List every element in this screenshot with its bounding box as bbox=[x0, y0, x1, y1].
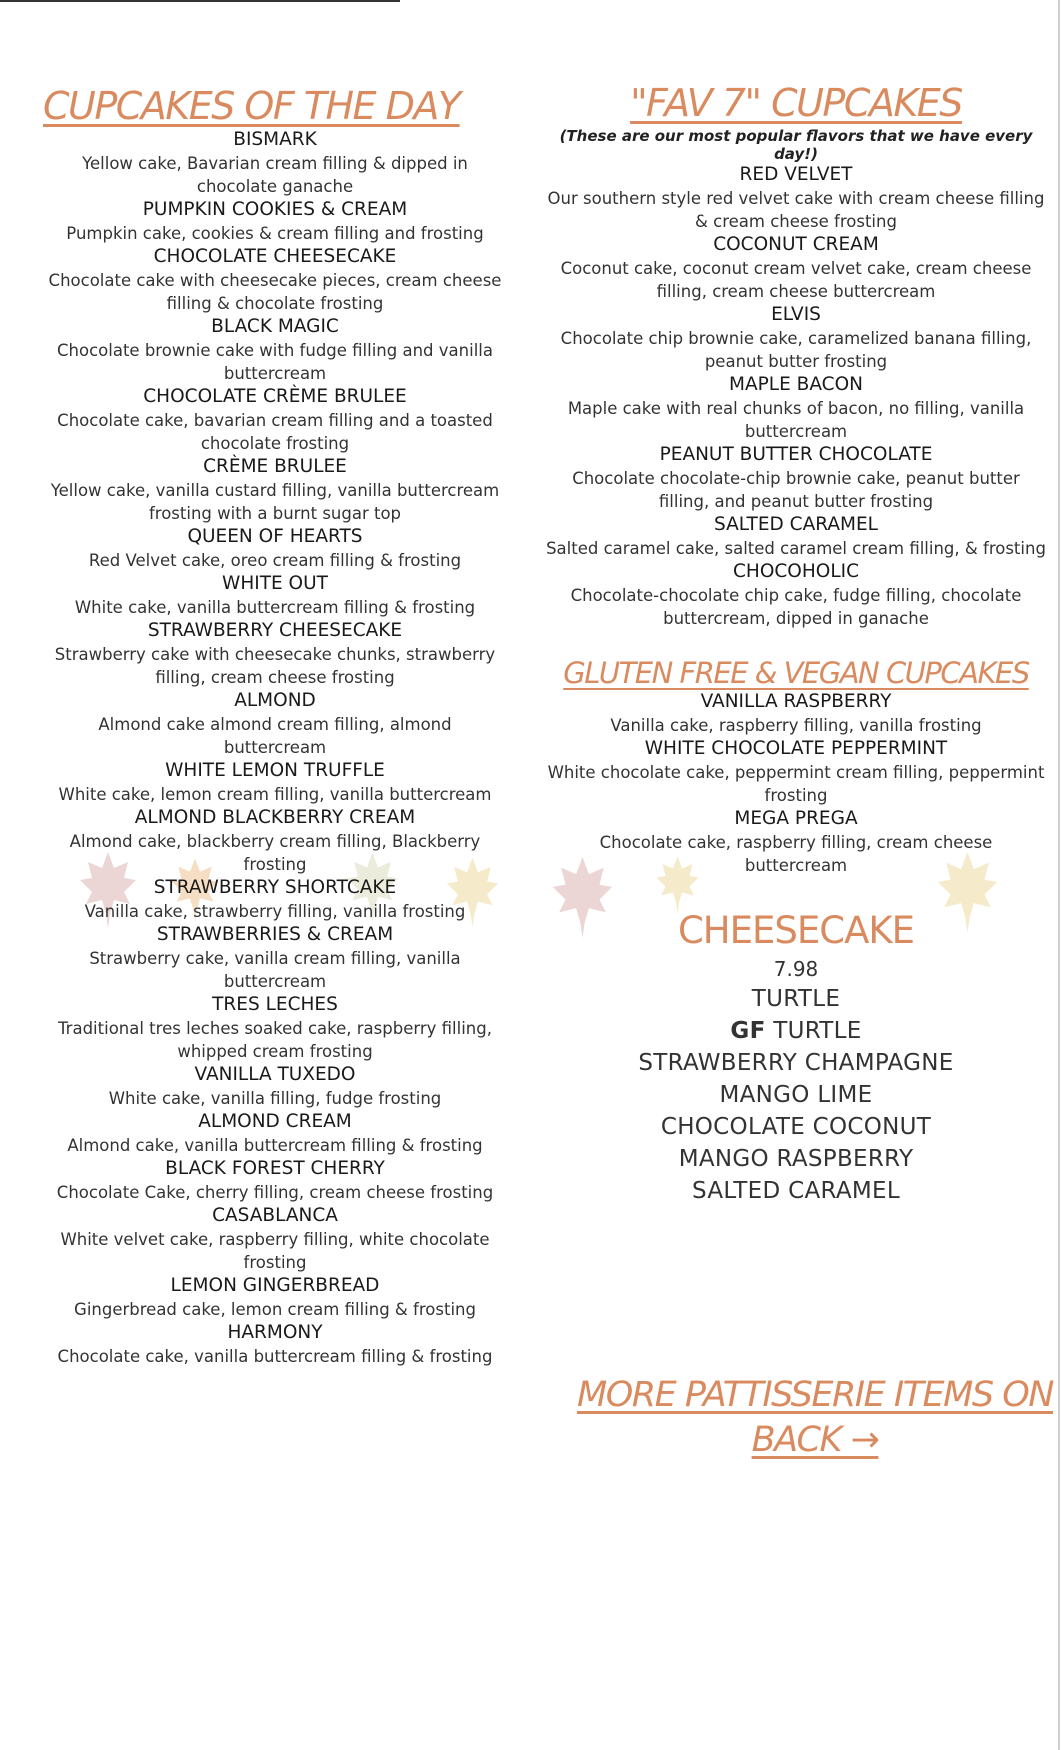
item-description: Chocolate chip brownie cake, caramelized banana filling, peanut butter frosting bbox=[560, 328, 1032, 371]
menu-item bbox=[45, 245, 505, 315]
item-description: Yellow cake, Bavarian cream filling & dipped in chocolate ganache bbox=[82, 153, 468, 196]
section-title: "FAV 7" CUPCAKES bbox=[630, 81, 962, 125]
item-name: MEGA PREGA bbox=[734, 807, 858, 829]
fav-7-section bbox=[546, 83, 1046, 630]
cheesecake-item-name: TURTLE bbox=[773, 1018, 862, 1045]
menu-item bbox=[45, 525, 505, 572]
item-description: Coconut cake, coconut cream velvet cake, cream cheese filling, cream cheese buttercream bbox=[560, 258, 1032, 301]
item-description: Almond cake, vanilla buttercream filling & frosting bbox=[67, 1135, 483, 1155]
menu-item bbox=[45, 1321, 505, 1368]
right-column bbox=[546, 83, 1046, 1207]
cheesecake-item: MANGO RASPBERRY bbox=[678, 1146, 914, 1173]
item-description: Chocolate Cake, cherry filling, cream cheese frosting bbox=[56, 1182, 494, 1202]
item-description: Chocolate chocolate-chip brownie cake, peanut butter filling, and peanut butter frosting bbox=[572, 468, 1020, 511]
item-description: Vanilla cake, strawberry filling, vanilla frosting bbox=[84, 901, 466, 921]
cheesecake-item: SALTED CARAMEL bbox=[692, 1178, 900, 1205]
item-name: CASABLANCA bbox=[212, 1204, 338, 1226]
item-name: HARMONY bbox=[227, 1321, 323, 1343]
item-description: Chocolate cake, raspberry filling, cream cheese buttercream bbox=[599, 832, 993, 875]
top-rule bbox=[0, 0, 400, 2]
menu-item bbox=[546, 443, 1046, 513]
item-name: ALMOND CREAM bbox=[198, 1110, 352, 1132]
section-title: GLUTEN FREE & VEGAN CUPCAKES bbox=[563, 655, 1029, 690]
item-name: BLACK MAGIC bbox=[211, 315, 339, 337]
section-note: (These are our most popular flavors that we have every day!) bbox=[559, 126, 1033, 163]
item-name: CHOCOLATE CRÈME BRULEE bbox=[143, 385, 407, 407]
item-name: WHITE OUT bbox=[222, 572, 328, 594]
item-description: Salted caramel cake, salted caramel cream filling, & frosting bbox=[546, 538, 1046, 558]
item-name: PEANUT BUTTER CHOCOLATE bbox=[659, 443, 933, 465]
item-name: MAPLE BACON bbox=[729, 373, 863, 395]
item-name: LEMON GINGERBREAD bbox=[170, 1274, 380, 1296]
item-name: BISMARK bbox=[233, 128, 317, 150]
item-description: Strawberry cake with cheesecake chunks, strawberry filling, cream cheese frosting bbox=[54, 644, 496, 687]
menu-item bbox=[546, 560, 1046, 630]
item-description: Chocolate brownie cake with fudge filling and vanilla buttercream bbox=[57, 340, 493, 383]
item-name: WHITE CHOCOLATE PEPPERMINT bbox=[644, 737, 948, 759]
cheesecake-item: TURTLE bbox=[751, 986, 841, 1013]
item-description: Chocolate-chocolate chip cake, fudge filling, chocolate buttercream, dipped in ganache bbox=[570, 585, 1022, 628]
item-name: STRAWBERRY CHEESECAKE bbox=[147, 619, 403, 641]
menu-item bbox=[45, 1157, 505, 1204]
item-name: SALTED CARAMEL bbox=[714, 513, 878, 535]
more-line-1: MORE PATTISSERIE ITEMS ON bbox=[577, 1375, 1053, 1415]
item-description: Vanilla cake, raspberry filling, vanilla frosting bbox=[610, 715, 982, 735]
item-description: Our southern style red velvet cake with cream cheese filling & cream cheese frosting bbox=[547, 188, 1045, 231]
item-description: Chocolate cake, vanilla buttercream filling & frosting bbox=[57, 1346, 493, 1366]
item-description: White cake, vanilla buttercream filling & frosting bbox=[74, 597, 476, 617]
menu-item bbox=[546, 303, 1046, 373]
menu-item bbox=[45, 1110, 505, 1157]
gluten-free-section bbox=[546, 655, 1046, 877]
item-description: Yellow cake, vanilla custard filling, vanilla buttercream frosting with a burnt sugar top bbox=[50, 480, 500, 523]
cheesecake-item: STRAWBERRY CHAMPAGNE bbox=[638, 1050, 954, 1077]
menu-item bbox=[45, 128, 505, 198]
item-description: Almond cake, blackberry cream filling, Blackberry frosting bbox=[69, 831, 481, 874]
menu-item bbox=[45, 1204, 505, 1274]
menu-item bbox=[45, 1274, 505, 1321]
menu-item bbox=[45, 572, 505, 619]
gf-badge: GF bbox=[730, 1018, 766, 1045]
cheesecake-item: CHOCOLATE COCONUT bbox=[660, 1114, 932, 1141]
menu-item bbox=[546, 373, 1046, 443]
menu-item bbox=[45, 385, 505, 455]
item-name: COCONUT CREAM bbox=[713, 233, 879, 255]
item-name: VANILLA RASPBERRY bbox=[700, 690, 892, 712]
item-list bbox=[45, 128, 505, 1368]
item-description: White velvet cake, raspberry filling, white chocolate frosting bbox=[60, 1229, 490, 1272]
item-name: CHOCOLATE CHEESECAKE bbox=[153, 245, 397, 267]
item-description: Pumpkin cake, cookies & cream filling and frosting bbox=[66, 223, 484, 243]
cheesecake-item: MANGO LIME bbox=[719, 1082, 873, 1109]
menu-item bbox=[45, 759, 505, 806]
item-description: Traditional tres leches soaked cake, raspberry filling, whipped cream frosting bbox=[58, 1018, 492, 1061]
menu-item bbox=[45, 198, 505, 245]
more-line-2: BACK → bbox=[751, 1420, 879, 1460]
menu-item bbox=[45, 923, 505, 993]
cheesecake-item bbox=[546, 1015, 1046, 1047]
menu-item bbox=[546, 737, 1046, 807]
item-list bbox=[546, 163, 1046, 630]
item-description: Red Velvet cake, oreo cream filling & frosting bbox=[88, 550, 462, 570]
page-edge bbox=[1058, 0, 1060, 1750]
more-items-link[interactable] bbox=[575, 1373, 1055, 1463]
item-description: Maple cake with real chunks of bacon, no filling, vanilla buttercream bbox=[567, 398, 1025, 441]
item-name: ALMOND bbox=[234, 689, 316, 711]
menu-item bbox=[45, 993, 505, 1063]
menu-item bbox=[45, 1063, 505, 1110]
item-name: RED VELVET bbox=[739, 163, 853, 185]
item-name: PUMPKIN COOKIES & CREAM bbox=[142, 198, 408, 220]
item-name: CHOCOHOLIC bbox=[732, 560, 860, 582]
menu-item bbox=[45, 455, 505, 525]
item-name: ALMOND BLACKBERRY CREAM bbox=[134, 806, 416, 828]
item-name: WHITE LEMON TRUFFLE bbox=[165, 759, 385, 781]
menu-item bbox=[546, 807, 1046, 877]
item-name: STRAWBERRIES & CREAM bbox=[156, 923, 394, 945]
menu-item bbox=[45, 689, 505, 759]
menu-item bbox=[45, 806, 505, 876]
item-name: VANILLA TUXEDO bbox=[194, 1063, 356, 1085]
item-description: White cake, lemon cream filling, vanilla buttercream bbox=[58, 784, 492, 804]
item-description: Strawberry cake, vanilla cream filling, vanilla buttercream bbox=[89, 948, 461, 991]
item-description: White chocolate cake, peppermint cream filling, peppermint frosting bbox=[547, 762, 1045, 805]
cheesecake-section bbox=[546, 908, 1046, 1208]
menu-item bbox=[45, 315, 505, 385]
menu-item bbox=[45, 876, 505, 923]
item-name: CRÈME BRULEE bbox=[203, 455, 347, 477]
item-description: Chocolate cake with cheesecake pieces, cream cheese filling & chocolate frosting bbox=[48, 270, 502, 313]
item-name: QUEEN OF HEARTS bbox=[187, 525, 363, 547]
cupcakes-of-the-day-section bbox=[45, 86, 505, 1368]
price: 7.98 bbox=[773, 957, 819, 982]
section-title: CUPCAKES OF THE DAY bbox=[43, 84, 460, 128]
menu-item bbox=[546, 690, 1046, 737]
item-name: STRAWBERRY SHORTCAKE bbox=[153, 876, 397, 898]
item-description: Chocolate cake, bavarian cream filling and a toasted chocolate frosting bbox=[57, 410, 493, 453]
menu-item bbox=[546, 513, 1046, 560]
section-title: CHEESECAKE bbox=[677, 908, 915, 952]
item-description: Almond cake almond cream filling, almond buttercream bbox=[98, 714, 452, 757]
item-description: Gingerbread cake, lemon cream filling & frosting bbox=[74, 1299, 476, 1319]
item-description: White cake, vanilla filling, fudge frosting bbox=[108, 1088, 442, 1108]
item-name: ELVIS bbox=[771, 303, 821, 325]
item-list bbox=[546, 690, 1046, 877]
item-name: TRES LECHES bbox=[212, 993, 338, 1015]
menu-item bbox=[546, 233, 1046, 303]
menu-item bbox=[45, 619, 505, 689]
menu-item bbox=[546, 163, 1046, 233]
item-name: BLACK FOREST CHERRY bbox=[165, 1157, 385, 1179]
